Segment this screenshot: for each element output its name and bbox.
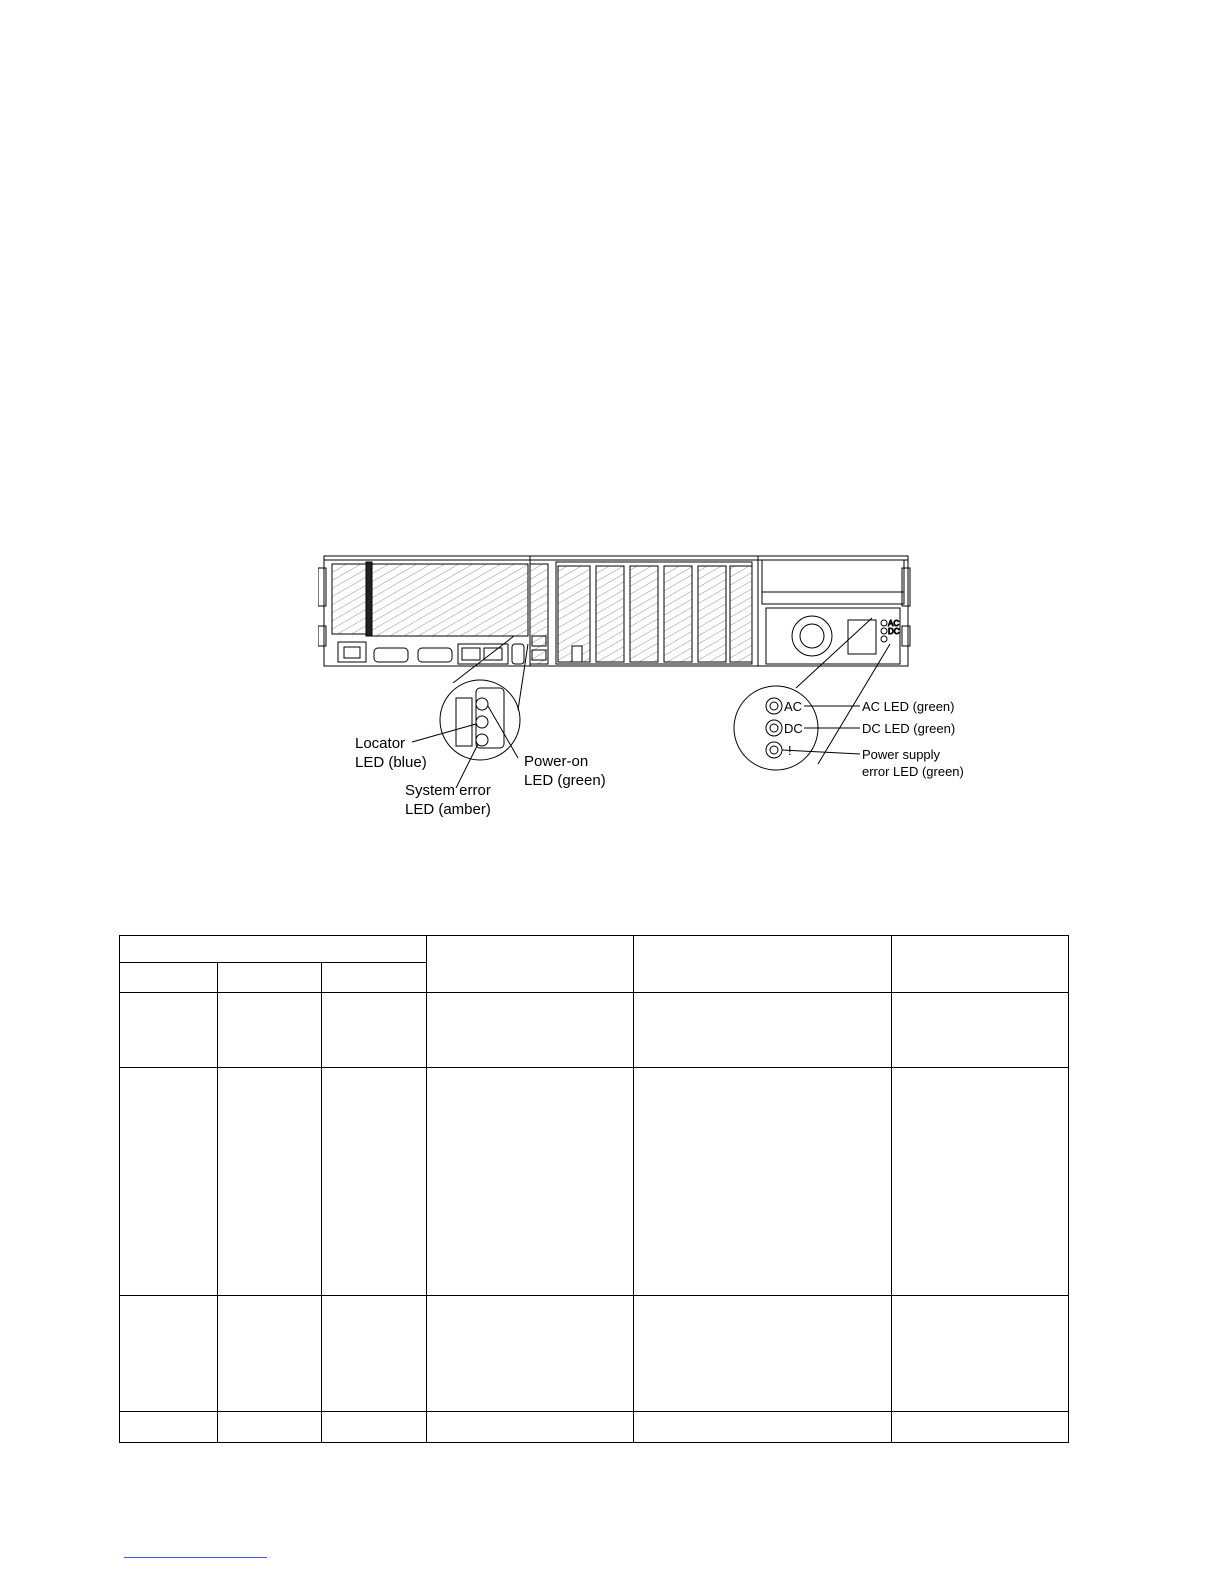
table-cell	[322, 1296, 427, 1412]
footer-rule	[124, 1557, 267, 1558]
system-error-label-line2: LED (amber)	[405, 801, 491, 818]
dc-led-icon	[766, 720, 782, 736]
table-cell	[218, 1296, 322, 1412]
table-cell	[634, 1412, 892, 1443]
table-cell	[322, 1412, 427, 1443]
table-header-group	[120, 936, 427, 963]
table-cell	[892, 993, 1069, 1068]
table-cell	[218, 1412, 322, 1443]
table-cell	[120, 993, 218, 1068]
tiny-ac-label: AC	[888, 619, 900, 628]
locator-label-line1: Locator	[355, 735, 406, 752]
table-cell	[634, 1068, 892, 1296]
table-subheader-cell	[218, 963, 322, 993]
pcie-slots	[556, 562, 752, 664]
table-cell	[120, 1068, 218, 1296]
table-cell	[322, 993, 427, 1068]
table-row	[120, 1412, 1069, 1443]
table-cell	[218, 1068, 322, 1296]
table-cell	[322, 1068, 427, 1296]
server-rear-view-figure	[318, 548, 982, 824]
left-leader-lines	[412, 706, 518, 788]
left-riser-cage	[332, 562, 548, 664]
table-cell	[427, 1296, 634, 1412]
table-cell	[218, 993, 322, 1068]
table-cell	[892, 1412, 1069, 1443]
power-on-led-icon	[476, 698, 488, 710]
table-subheader-cell	[120, 963, 218, 993]
dc-led-label: DC LED (green)	[862, 721, 956, 736]
power-on-label-line1: Power-on	[524, 753, 589, 770]
table-header-row	[120, 936, 1069, 963]
ps-error-label-line2: error LED (green)	[862, 764, 964, 779]
table-cell	[892, 1296, 1069, 1412]
table-cell	[892, 1068, 1069, 1296]
system-error-label-line1: System error	[405, 782, 491, 799]
table-row	[120, 1068, 1069, 1296]
system-led-magnifier	[440, 680, 520, 760]
table-cell	[634, 1296, 892, 1412]
table-header-cell	[634, 936, 892, 993]
ac-led-icon	[766, 698, 782, 714]
locator-led-icon	[476, 716, 488, 728]
power-supply	[762, 560, 904, 664]
tiny-dc-label: DC	[888, 627, 900, 636]
table-cell	[120, 1412, 218, 1443]
io-ports	[338, 636, 546, 664]
ac-led-label: AC LED (green)	[862, 699, 955, 714]
table-row	[120, 1296, 1069, 1412]
table-cell	[634, 993, 892, 1068]
led-status-table	[119, 935, 1069, 1443]
locator-label-line2: LED (blue)	[355, 754, 427, 771]
table-cell	[427, 1412, 634, 1443]
table-header-cell	[427, 936, 634, 993]
table-cell	[120, 1296, 218, 1412]
table-row	[120, 993, 1069, 1068]
power-on-label-line2: LED (green)	[524, 772, 606, 789]
table-header-cell	[892, 936, 1069, 993]
ps-error-label-line1: Power supply	[862, 747, 941, 762]
table-cell	[427, 1068, 634, 1296]
table-subheader-cell	[322, 963, 427, 993]
ps-error-led-icon	[766, 742, 782, 758]
callout-dc-text: DC	[784, 721, 803, 736]
callout-error-text: !	[788, 743, 792, 758]
table-cell	[427, 993, 634, 1068]
left-callout-lines	[453, 636, 528, 710]
callout-ac-text: AC	[784, 699, 803, 714]
